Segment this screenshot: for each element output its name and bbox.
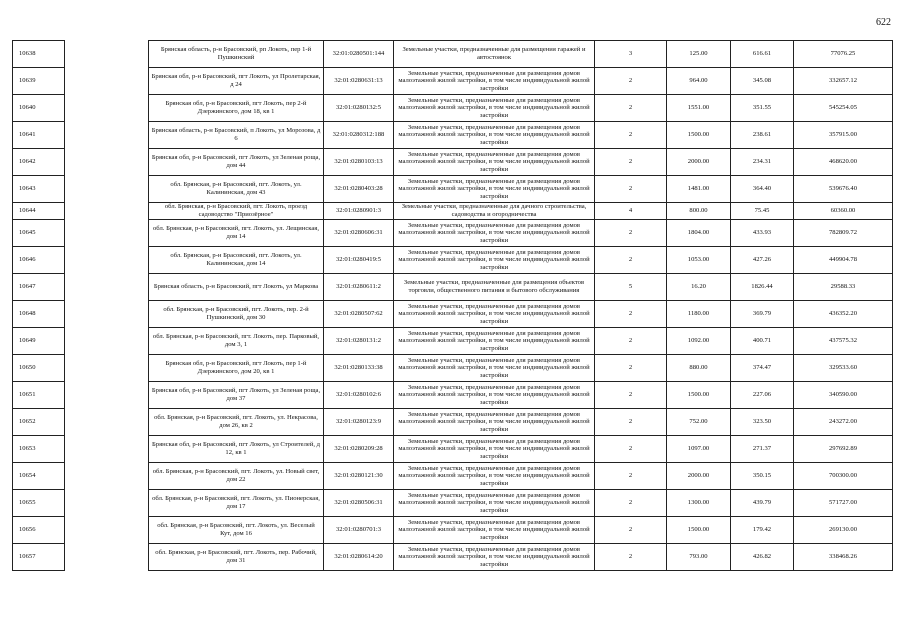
cell-group: 2 bbox=[595, 95, 667, 122]
cell-address: Брянская обл, р-н Брасовский, пгт Локоть, ул Пролетарская, д 24 bbox=[149, 68, 324, 95]
table-row bbox=[13, 220, 893, 247]
cell-spacer bbox=[65, 328, 149, 355]
table-row bbox=[13, 203, 893, 220]
cell-cadastral-value: 782809.72 bbox=[794, 220, 893, 247]
cell-specific-value: 426.82 bbox=[731, 544, 794, 571]
cell-area: 1500.00 bbox=[667, 517, 731, 544]
cell-area: 1180.00 bbox=[667, 301, 731, 328]
cell-specific-value: 179.42 bbox=[731, 517, 794, 544]
cell-record-number: 10647 bbox=[13, 274, 65, 301]
cell-record-number: 10655 bbox=[13, 490, 65, 517]
cell-spacer bbox=[65, 301, 149, 328]
cell-land-use: Земельные участки, предназначенные для размещения домов малоэтажной жилой застройки, в том числе индивидуальной жилой застройки bbox=[394, 149, 595, 176]
cell-record-number: 10641 bbox=[13, 122, 65, 149]
cell-area: 1500.00 bbox=[667, 122, 731, 149]
cell-cadastral-number: 32:01:0280121:30 bbox=[324, 463, 394, 490]
cell-address: Брянская область, р-н Брасовский, пгт Локоть, ул Маркова bbox=[149, 274, 324, 301]
cell-cadastral-value: 297692.89 bbox=[794, 436, 893, 463]
cell-record-number: 10638 bbox=[13, 41, 65, 68]
cell-specific-value: 364.40 bbox=[731, 176, 794, 203]
cell-spacer bbox=[65, 220, 149, 247]
cell-cadastral-value: 329533.60 bbox=[794, 355, 893, 382]
cell-specific-value: 271.37 bbox=[731, 436, 794, 463]
cell-address: Брянская область, р-н Брасовский, п Локоть, ул Морозова, д 6 bbox=[149, 122, 324, 149]
table-row bbox=[13, 382, 893, 409]
table-row bbox=[13, 409, 893, 436]
cell-record-number: 10651 bbox=[13, 382, 65, 409]
cell-cadastral-number: 32:01:0280901:3 bbox=[324, 203, 394, 220]
cell-cadastral-value: 468620.00 bbox=[794, 149, 893, 176]
table-row bbox=[13, 41, 893, 68]
cell-record-number: 10657 bbox=[13, 544, 65, 571]
cell-address: обл. Брянская, р-н Брасовский, пгт. Локоть, пер. 2-й Пушкинский, дом 30 bbox=[149, 301, 324, 328]
cell-record-number: 10646 bbox=[13, 247, 65, 274]
cell-cadastral-number: 32:01:0280501:144 bbox=[324, 41, 394, 68]
cell-spacer bbox=[65, 490, 149, 517]
cell-land-use: Земельные участки, предназначенные для размещения домов малоэтажной жилой застройки, в том числе индивидуальной жилой застройки bbox=[394, 409, 595, 436]
cell-group: 2 bbox=[595, 490, 667, 517]
table-row bbox=[13, 122, 893, 149]
cell-spacer bbox=[65, 463, 149, 490]
cell-area: 1551.00 bbox=[667, 95, 731, 122]
cell-land-use: Земельные участки, предназначенные для размещения домов малоэтажной жилой застройки, в том числе индивидуальной жилой застройки bbox=[394, 436, 595, 463]
cell-land-use: Земельные участки, предназначенные для размещения объектов торговли, общественного питания и бытового обслуживания bbox=[394, 274, 595, 301]
cell-cadastral-value: 77076.25 bbox=[794, 41, 893, 68]
cell-specific-value: 433.93 bbox=[731, 220, 794, 247]
cell-area: 1804.00 bbox=[667, 220, 731, 247]
cell-address: Брянская обл, р-н Брасовский, пгт Локоть, пер 2-й Дзержинского, дом 18, кв 1 bbox=[149, 95, 324, 122]
cell-area: 752.00 bbox=[667, 409, 731, 436]
cell-area: 964.00 bbox=[667, 68, 731, 95]
cell-specific-value: 234.31 bbox=[731, 149, 794, 176]
cell-record-number: 10654 bbox=[13, 463, 65, 490]
cell-record-number: 10652 bbox=[13, 409, 65, 436]
cell-area: 1300.00 bbox=[667, 490, 731, 517]
cell-cadastral-value: 437575.32 bbox=[794, 328, 893, 355]
cell-address: обл. Брянская, р-н Брасовский, пгт. Локоть, проезд садоводство "Приозёрное" bbox=[149, 203, 324, 220]
cell-land-use: Земельные участки, предназначенные для размещения домов малоэтажной жилой застройки, в том числе индивидуальной жилой застройки bbox=[394, 95, 595, 122]
cell-group: 2 bbox=[595, 220, 667, 247]
cell-cadastral-number: 32:01:0280614:20 bbox=[324, 544, 394, 571]
table-row bbox=[13, 328, 893, 355]
cell-group: 2 bbox=[595, 247, 667, 274]
cell-group: 2 bbox=[595, 409, 667, 436]
cell-group: 2 bbox=[595, 176, 667, 203]
cell-spacer bbox=[65, 517, 149, 544]
cell-record-number: 10642 bbox=[13, 149, 65, 176]
cell-specific-value: 616.61 bbox=[731, 41, 794, 68]
cell-area: 125.00 bbox=[667, 41, 731, 68]
cell-address: обл. Брянская, р-н Брасовский, пгт. Локоть, ул. Калининская, дом 43 bbox=[149, 176, 324, 203]
cell-spacer bbox=[65, 355, 149, 382]
cell-cadastral-number: 32:01:0280123:9 bbox=[324, 409, 394, 436]
cell-spacer bbox=[65, 176, 149, 203]
cell-land-use: Земельные участки, предназначенные для размещения домов малоэтажной жилой застройки, в том числе индивидуальной жилой застройки bbox=[394, 328, 595, 355]
cell-specific-value: 238.61 bbox=[731, 122, 794, 149]
cell-specific-value: 439.79 bbox=[731, 490, 794, 517]
cell-group: 2 bbox=[595, 517, 667, 544]
cell-land-use: Земельные участки, предназначенные для размещения домов малоэтажной жилой застройки, в том числе индивидуальной жилой застройки bbox=[394, 517, 595, 544]
cell-group: 3 bbox=[595, 41, 667, 68]
cell-group: 2 bbox=[595, 382, 667, 409]
cell-area: 880.00 bbox=[667, 355, 731, 382]
cell-land-use: Земельные участки, предназначенные для размещения домов малоэтажной жилой застройки, в том числе индивидуальной жилой застройки bbox=[394, 68, 595, 95]
cell-cadastral-number: 32:01:0280606:31 bbox=[324, 220, 394, 247]
table-row bbox=[13, 544, 893, 571]
cell-group: 2 bbox=[595, 301, 667, 328]
cell-cadastral-number: 32:01:0280312:188 bbox=[324, 122, 394, 149]
cell-spacer bbox=[65, 436, 149, 463]
cell-group: 2 bbox=[595, 436, 667, 463]
cell-address: обл. Брянская, р-н Брасовский, пгт. Локоть, ул. Пионерская, дом 17 bbox=[149, 490, 324, 517]
cell-cadastral-number: 32:01:0280132:5 bbox=[324, 95, 394, 122]
table-row bbox=[13, 68, 893, 95]
cell-cadastral-value: 340590.00 bbox=[794, 382, 893, 409]
cell-area: 1097.00 bbox=[667, 436, 731, 463]
cell-group: 2 bbox=[595, 544, 667, 571]
cell-address: Брянская обл, р-н Брасовский, пгт Локоть, ул Зеленая роща, дом 37 bbox=[149, 382, 324, 409]
cell-cadastral-number: 32:01:0280507:62 bbox=[324, 301, 394, 328]
cell-spacer bbox=[65, 95, 149, 122]
cell-cadastral-value: 338468.26 bbox=[794, 544, 893, 571]
cell-specific-value: 323.50 bbox=[731, 409, 794, 436]
cell-specific-value: 369.79 bbox=[731, 301, 794, 328]
cell-specific-value: 400.71 bbox=[731, 328, 794, 355]
cell-cadastral-number: 32:01:0280419:5 bbox=[324, 247, 394, 274]
cell-cadastral-value: 571727.00 bbox=[794, 490, 893, 517]
cell-specific-value: 1826.44 bbox=[731, 274, 794, 301]
cell-cadastral-number: 32:01:0280103:13 bbox=[324, 149, 394, 176]
table-row bbox=[13, 463, 893, 490]
cell-area: 1481.00 bbox=[667, 176, 731, 203]
cell-land-use: Земельные участки, предназначенные для размещения гаражей и автостоянок bbox=[394, 41, 595, 68]
cell-specific-value: 345.08 bbox=[731, 68, 794, 95]
cell-land-use: Земельные участки, предназначенные для размещения домов малоэтажной жилой застройки, в том числе индивидуальной жилой застройки bbox=[394, 463, 595, 490]
cell-specific-value: 351.55 bbox=[731, 95, 794, 122]
cell-cadastral-value: 29588.33 bbox=[794, 274, 893, 301]
cell-record-number: 10648 bbox=[13, 301, 65, 328]
cell-group: 2 bbox=[595, 355, 667, 382]
table-row bbox=[13, 247, 893, 274]
cell-land-use: Земельные участки, предназначенные для размещения домов малоэтажной жилой застройки, в том числе индивидуальной жилой застройки bbox=[394, 382, 595, 409]
cell-cadastral-value: 700300.00 bbox=[794, 463, 893, 490]
table-body bbox=[13, 41, 893, 571]
cell-spacer bbox=[65, 274, 149, 301]
table-row bbox=[13, 436, 893, 463]
page-number: 622 bbox=[876, 17, 891, 28]
cell-address: Брянская область, р-н Брасовский, рп Локоть, пер 1-й Пушкинский bbox=[149, 41, 324, 68]
cell-cadastral-number: 32:01:0280631:13 bbox=[324, 68, 394, 95]
cell-area: 1092.00 bbox=[667, 328, 731, 355]
table-row bbox=[13, 517, 893, 544]
cell-spacer bbox=[65, 68, 149, 95]
cell-record-number: 10644 bbox=[13, 203, 65, 220]
cell-record-number: 10649 bbox=[13, 328, 65, 355]
cell-cadastral-number: 32:01:0280209:28 bbox=[324, 436, 394, 463]
cell-group: 2 bbox=[595, 463, 667, 490]
cell-spacer bbox=[65, 544, 149, 571]
cell-record-number: 10639 bbox=[13, 68, 65, 95]
cell-specific-value: 350.15 bbox=[731, 463, 794, 490]
cell-group: 5 bbox=[595, 274, 667, 301]
cell-land-use: Земельные участки, предназначенные для размещения домов малоэтажной жилой застройки, в том числе индивидуальной жилой застройки bbox=[394, 355, 595, 382]
cell-record-number: 10643 bbox=[13, 176, 65, 203]
table-row bbox=[13, 95, 893, 122]
cell-address: обл. Брянская, р-н Брасовский, пгт. Локоть, ул. Некрасова, дом 26, кв 2 bbox=[149, 409, 324, 436]
cell-cadastral-value: 269130.00 bbox=[794, 517, 893, 544]
cell-spacer bbox=[65, 149, 149, 176]
cell-land-use: Земельные участки, предназначенные для размещения домов малоэтажной жилой застройки, в том числе индивидуальной жилой застройки bbox=[394, 247, 595, 274]
cell-specific-value: 75.45 bbox=[731, 203, 794, 220]
cell-area: 1053.00 bbox=[667, 247, 731, 274]
cell-spacer bbox=[65, 203, 149, 220]
cell-land-use: Земельные участки, предназначенные для размещения домов малоэтажной жилой застройки, в том числе индивидуальной жилой застройки bbox=[394, 220, 595, 247]
cell-cadastral-value: 243272.00 bbox=[794, 409, 893, 436]
table-row bbox=[13, 149, 893, 176]
cell-cadastral-number: 32:01:0280131:2 bbox=[324, 328, 394, 355]
cell-cadastral-value: 436352.20 bbox=[794, 301, 893, 328]
cell-spacer bbox=[65, 41, 149, 68]
cell-specific-value: 374.47 bbox=[731, 355, 794, 382]
cell-area: 16.20 bbox=[667, 274, 731, 301]
cell-address: обл. Брянская, р-н Брасовский, пгт. Локоть, ул. Новый свет, дом 22 bbox=[149, 463, 324, 490]
table-row bbox=[13, 490, 893, 517]
cell-address: обл. Брянская, р-н Брасовский, пгт. Локоть, ул. Калининская, дом 14 bbox=[149, 247, 324, 274]
cell-record-number: 10656 bbox=[13, 517, 65, 544]
cell-address: обл. Брянская, р-н Брасовский, пгт. Локоть, пер. Рабочий, дом 31 bbox=[149, 544, 324, 571]
table-row bbox=[13, 176, 893, 203]
cell-cadastral-number: 32:01:0280611:2 bbox=[324, 274, 394, 301]
cell-land-use: Земельные участки, предназначенные для дачного строительства, садоводства и огородничества bbox=[394, 203, 595, 220]
cell-group: 4 bbox=[595, 203, 667, 220]
cell-record-number: 10650 bbox=[13, 355, 65, 382]
cell-group: 2 bbox=[595, 328, 667, 355]
cell-cadastral-number: 32:01:0280133:38 bbox=[324, 355, 394, 382]
cell-record-number: 10640 bbox=[13, 95, 65, 122]
cell-spacer bbox=[65, 409, 149, 436]
cell-cadastral-value: 539676.40 bbox=[794, 176, 893, 203]
table-row bbox=[13, 274, 893, 301]
cell-spacer bbox=[65, 382, 149, 409]
cell-area: 2000.00 bbox=[667, 149, 731, 176]
cell-land-use: Земельные участки, предназначенные для размещения домов малоэтажной жилой застройки, в том числе индивидуальной жилой застройки bbox=[394, 122, 595, 149]
cell-area: 800.00 bbox=[667, 203, 731, 220]
cell-area: 1500.00 bbox=[667, 382, 731, 409]
cell-cadastral-number: 32:01:0280701:3 bbox=[324, 517, 394, 544]
cell-area: 2000.00 bbox=[667, 463, 731, 490]
cell-cadastral-value: 545254.05 bbox=[794, 95, 893, 122]
cell-cadastral-value: 357915.00 bbox=[794, 122, 893, 149]
cell-address: обл. Брянская, р-н Брасовский, пгт. Локоть, пер. Парковый, дом 3, 1 bbox=[149, 328, 324, 355]
cell-land-use: Земельные участки, предназначенные для размещения домов малоэтажной жилой застройки, в том числе индивидуальной жилой застройки bbox=[394, 544, 595, 571]
cell-cadastral-number: 32:01:0280102:6 bbox=[324, 382, 394, 409]
cell-area: 793.00 bbox=[667, 544, 731, 571]
cell-address: Брянская обл, р-н Брасовский, пгт Локоть, пер 1-й Дзержинского, дом 20, кв 1 bbox=[149, 355, 324, 382]
cell-spacer bbox=[65, 122, 149, 149]
cell-spacer bbox=[65, 247, 149, 274]
cell-group: 2 bbox=[595, 68, 667, 95]
table-row bbox=[13, 355, 893, 382]
cell-land-use: Земельные участки, предназначенные для размещения домов малоэтажной жилой застройки, в том числе индивидуальной жилой застройки bbox=[394, 301, 595, 328]
cell-record-number: 10653 bbox=[13, 436, 65, 463]
cell-cadastral-value: 449904.78 bbox=[794, 247, 893, 274]
table-row bbox=[13, 301, 893, 328]
cell-record-number: 10645 bbox=[13, 220, 65, 247]
cell-cadastral-number: 32:01:0280506:31 bbox=[324, 490, 394, 517]
cell-address: обл. Брянская, р-н Брасовский, пгт. Локоть, ул. Лещинская, дом 14 bbox=[149, 220, 324, 247]
cell-specific-value: 427.26 bbox=[731, 247, 794, 274]
cell-group: 2 bbox=[595, 149, 667, 176]
cell-address: Брянская обл, р-н Брасовский, пгт Локоть, ул Строителей, д 12, кв 1 bbox=[149, 436, 324, 463]
cell-cadastral-value: 60360.00 bbox=[794, 203, 893, 220]
cell-specific-value: 227.06 bbox=[731, 382, 794, 409]
cell-address: обл. Брянская, р-н Брасовский, пгт. Локоть, ул. Веселый Кут, дом 16 bbox=[149, 517, 324, 544]
cell-address: Брянская обл, р-н Брасовский, пгт Локоть, ул Зеленая роща, дом 44 bbox=[149, 149, 324, 176]
cell-land-use: Земельные участки, предназначенные для размещения домов малоэтажной жилой застройки, в том числе индивидуальной жилой застройки bbox=[394, 490, 595, 517]
cell-cadastral-value: 332657.12 bbox=[794, 68, 893, 95]
cell-land-use: Земельные участки, предназначенные для размещения домов малоэтажной жилой застройки, в том числе индивидуальной жилой застройки bbox=[394, 176, 595, 203]
cadastral-value-table bbox=[12, 40, 893, 571]
cell-cadastral-number: 32:01:0280403:28 bbox=[324, 176, 394, 203]
cell-group: 2 bbox=[595, 122, 667, 149]
